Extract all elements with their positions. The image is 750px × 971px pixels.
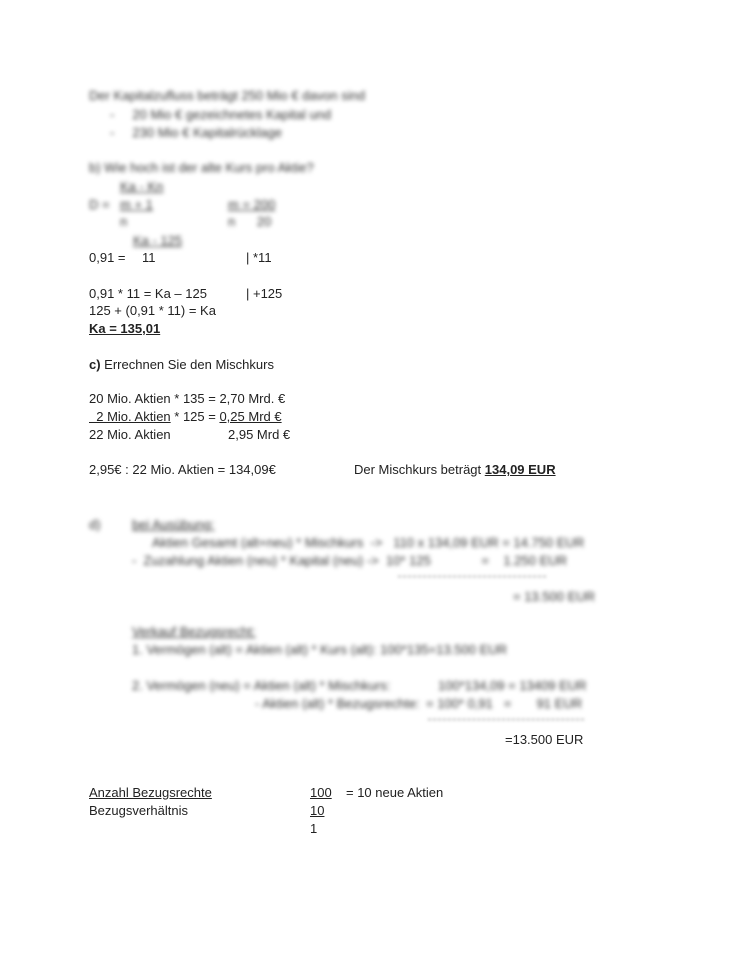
c-row1: 20 Mio. Aktien * 135 = 2,70 Mrd. €	[89, 391, 286, 406]
d-sum: = 13.500 EUR	[513, 589, 596, 604]
formula-d: D =	[89, 197, 110, 212]
d-heading: bei Ausübung:	[132, 517, 215, 532]
formula-m2: m = 200	[228, 197, 276, 212]
c-label: c)	[89, 357, 101, 372]
b-result: Ka = 135,01	[89, 321, 161, 336]
formula-numerator: Ka - Kn	[120, 179, 164, 194]
formula-ka: Ka - 125	[133, 233, 183, 248]
c-result	[354, 462, 556, 478]
intro-text: Der Kapitalzufluss beträgt 250 Mio € davon sind	[89, 88, 366, 103]
c-result-text: Der Mischkurs beträgt	[354, 462, 485, 477]
bezug-count-value: 100	[310, 785, 332, 800]
sale-line: - Aktien (alt) * Bezugsrechte:	[255, 696, 420, 711]
c-row2-value: 0,25 Mrd €	[219, 409, 282, 424]
b-calc-line1-left: 0,91 =	[89, 250, 126, 265]
b-calc-line1-op: | *11	[246, 250, 272, 265]
bezug-new-shares: = 10 neue Aktien	[346, 785, 444, 800]
sale-heading: Verkauf Bezugsrecht:	[132, 624, 256, 639]
b-calc-line2: 0,91 * 11 = Ka – 125	[89, 286, 207, 301]
c-result-value: 134,09 EUR	[484, 462, 556, 477]
c-row2-shares: 2 Mio. Aktien	[89, 409, 171, 424]
bezug-ratio-numerator: 10	[310, 803, 325, 818]
d-line: Aktien Gesamt (alt+neu) * Mischkurs -> 110 x 134,09 EUR = 14.750 EUR	[152, 535, 585, 550]
c-title: Errechnen Sie den Mischkurs	[100, 357, 274, 372]
b-calc-line2-op: | +125	[246, 286, 283, 301]
sum-rule	[398, 576, 546, 577]
c-row2-mid: * 125 =	[170, 409, 220, 424]
c-row3-left: 22 Mio. Aktien	[89, 427, 171, 442]
d-line: - Zuzahlung Aktien (neu) * Kapital (neu) -> 10* 125 = 1.250 EUR	[132, 553, 568, 568]
bezug-ratio-denominator: 1	[310, 821, 318, 836]
c-row3-right: 2,95 Mrd €	[228, 427, 291, 442]
question-b: b) Wie hoch ist der alte Kurs pro Aktie?	[89, 160, 314, 175]
formula-n1: n	[120, 214, 128, 229]
bezug-ratio-label: Bezugsverhältnis	[89, 803, 188, 818]
c-row2	[89, 409, 282, 425]
sale-total: =13.500 EUR	[505, 732, 584, 747]
formula-m1: m + 1	[120, 197, 153, 212]
sale-line-value: 100*134,09 = 13409 EUR	[438, 678, 587, 693]
bezug-count-label: Anzahl Bezugsrechte	[89, 785, 212, 800]
b-calc-line3: 125 + (0,91 * 11) = Ka	[89, 303, 216, 318]
formula-n2: n 20	[228, 214, 272, 229]
c-calc: 2,95€ : 22 Mio. Aktien = 134,09€	[89, 462, 276, 477]
b-calc-line1-denominator: 11	[142, 250, 156, 265]
intro-item: - 230 Mio € Kapitalrücklage	[110, 125, 282, 140]
intro-item: - 20 Mio € gezeichnetes Kapital und	[110, 107, 332, 122]
d-label: d)	[89, 517, 101, 532]
c-heading	[89, 357, 274, 373]
sale-line: 1. Vermögen (alt) = Aktien (alt) * Kurs (alt): 100*135=13.500 EUR	[132, 642, 508, 657]
sale-line: 2. Vermögen (neu) = Aktien (alt) * Mischkurs:	[132, 678, 391, 693]
sale-line-value: = 100* 0,91 = 91 EUR	[426, 696, 583, 711]
sum-rule	[428, 719, 584, 720]
